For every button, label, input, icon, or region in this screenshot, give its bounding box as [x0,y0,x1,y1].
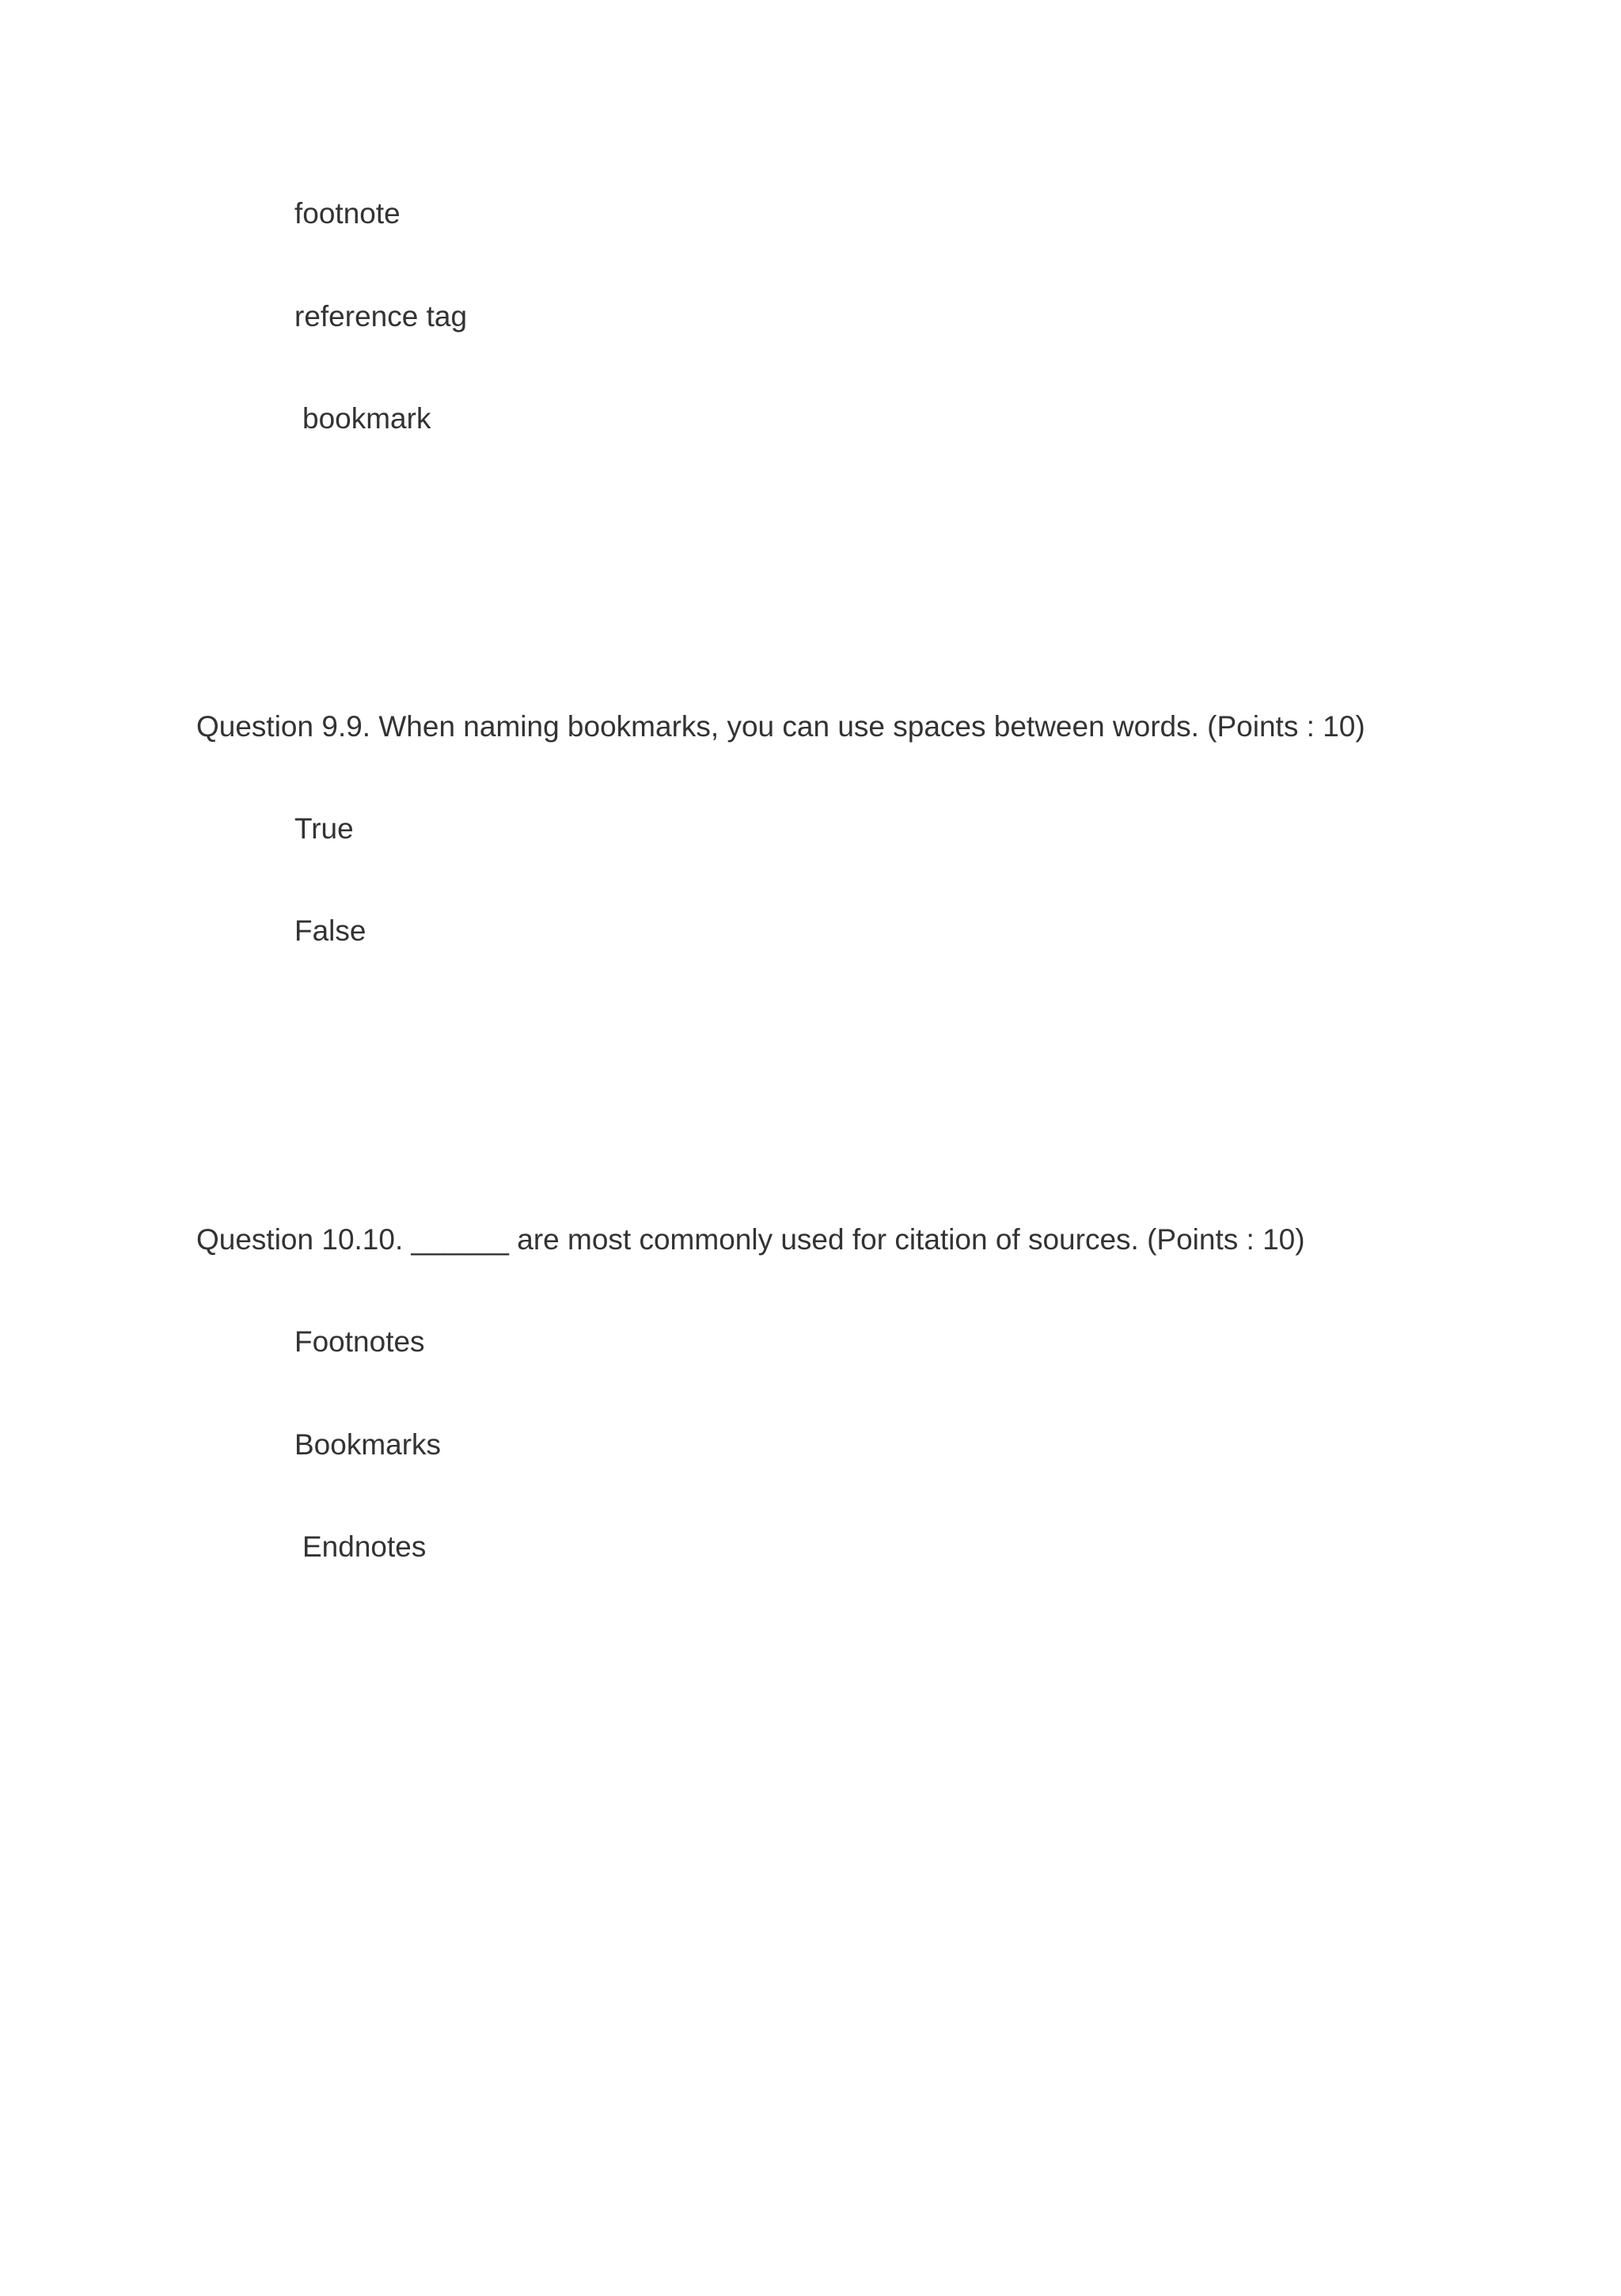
question-text: Question 10.10. ______ are most commonly used for citation of sources. (Points : 10) [196,1223,1305,1256]
answer-option: Bookmarks [294,1428,442,1461]
answer-option: reference tag [294,300,468,333]
answer-option: Footnotes [294,1325,425,1358]
answer-option: True [294,812,354,845]
answer-option: footnote [294,197,401,230]
answer-option: bookmark [302,402,431,435]
answer-option: Endnotes [302,1530,427,1563]
question-text: Question 9.9. When naming bookmarks, you can use spaces between words. (Points : 10) [196,710,1365,743]
answer-option: False [294,914,366,947]
